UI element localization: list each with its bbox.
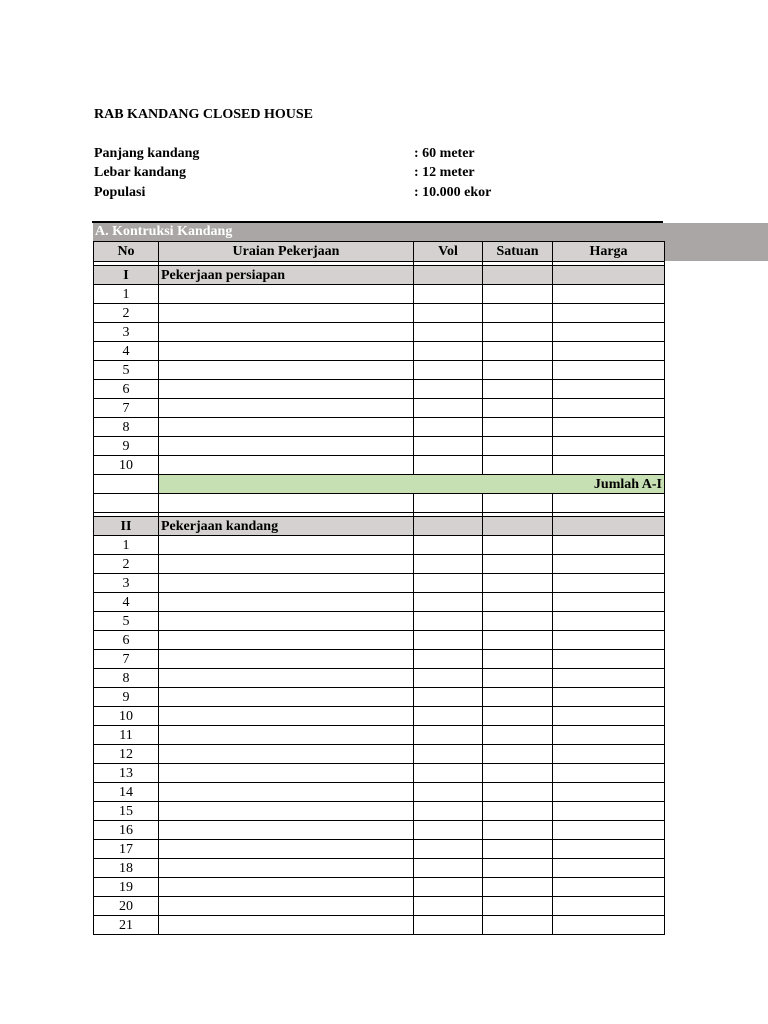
table-row [94,878,665,897]
column-header-satuan: Satuan [483,242,553,262]
vol-cell [414,650,483,669]
satuan-cell [483,783,553,802]
table-row [94,380,665,399]
document-title: RAB KANDANG CLOSED HOUSE [94,107,313,122]
table-row [94,631,665,650]
info-value: : 60 meter [414,146,475,161]
satuan-cell [483,821,553,840]
uraian-cell [159,878,414,897]
item-number: 2 [94,304,159,323]
uraian-cell [159,840,414,859]
table-row [94,285,665,304]
harga-cell [553,669,665,688]
harga-cell [553,517,665,536]
satuan-cell [483,764,553,783]
harga-cell [553,726,665,745]
item-number: 1 [94,536,159,555]
table-row [94,323,665,342]
item-number: 3 [94,574,159,593]
uraian-cell [159,574,414,593]
item-number: 7 [94,650,159,669]
table-row [94,669,665,688]
blank-row [94,494,665,513]
blank-cell [483,494,553,513]
satuan-cell [483,840,553,859]
item-number: 19 [94,878,159,897]
satuan-cell [483,555,553,574]
table-row [94,821,665,840]
item-number: 8 [94,418,159,437]
uraian-cell [159,555,414,574]
vol-cell [414,783,483,802]
satuan-cell [483,285,553,304]
vol-cell [414,342,483,361]
vol-cell [414,536,483,555]
satuan-cell [483,266,553,285]
item-number: 21 [94,916,159,935]
satuan-cell [483,745,553,764]
item-number: 18 [94,859,159,878]
table-row [94,555,665,574]
harga-cell [553,574,665,593]
harga-cell [553,437,665,456]
uraian-cell [159,612,414,631]
table-row [94,574,665,593]
subtotal-row [94,475,665,494]
uraian-cell [159,323,414,342]
table-row [94,859,665,878]
uraian-cell [159,593,414,612]
vol-cell [414,840,483,859]
uraian-cell [159,707,414,726]
blank-cell [94,494,159,513]
harga-cell [553,764,665,783]
info-value: : 10.000 ekor [414,185,492,200]
item-number: 6 [94,380,159,399]
table-row [94,437,665,456]
table-row [94,342,665,361]
satuan-cell [483,688,553,707]
harga-cell [553,304,665,323]
item-number: 7 [94,399,159,418]
vol-cell [414,897,483,916]
vol-cell [414,555,483,574]
harga-cell [553,380,665,399]
item-number: 1 [94,285,159,304]
satuan-cell [483,304,553,323]
harga-cell [553,631,665,650]
harga-cell [553,840,665,859]
item-number: 10 [94,707,159,726]
item-number: 20 [94,897,159,916]
harga-cell [553,456,665,475]
uraian-cell [159,916,414,935]
table-row [94,783,665,802]
vol-cell [414,304,483,323]
uraian-cell [159,437,414,456]
vol-cell [414,399,483,418]
uraian-cell [159,650,414,669]
info-label: Panjang kandang [94,146,200,161]
satuan-cell [483,380,553,399]
harga-cell [553,897,665,916]
item-number: 3 [94,323,159,342]
item-number: 15 [94,802,159,821]
harga-cell [553,916,665,935]
vol-cell [414,916,483,935]
uraian-cell [159,456,414,475]
table-row [94,688,665,707]
info-label: Lebar kandang [94,165,186,180]
satuan-cell [483,456,553,475]
group-label: Pekerjaan persiapan [159,266,414,285]
vol-cell [414,361,483,380]
uraian-cell [159,783,414,802]
item-number: 14 [94,783,159,802]
info-row-lebar [94,165,475,181]
satuan-cell [483,593,553,612]
uraian-cell [159,859,414,878]
vol-cell [414,437,483,456]
satuan-cell [483,323,553,342]
harga-cell [553,802,665,821]
item-number: 13 [94,764,159,783]
satuan-cell [483,631,553,650]
subtotal-label: Jumlah A-I [159,475,665,494]
harga-cell [553,536,665,555]
uraian-cell [159,631,414,650]
table-row [94,536,665,555]
satuan-cell [483,342,553,361]
item-number: 5 [94,612,159,631]
vol-cell [414,726,483,745]
info-row-panjang [94,146,475,162]
satuan-cell [483,650,553,669]
vol-cell [414,878,483,897]
uraian-cell [159,304,414,323]
vol-cell [414,574,483,593]
blank-cell [159,494,414,513]
harga-cell [553,555,665,574]
uraian-cell [159,399,414,418]
table-row [94,361,665,380]
table-row [94,707,665,726]
vol-cell [414,266,483,285]
vol-cell [414,688,483,707]
info-label: Populasi [94,185,146,200]
item-number: 11 [94,726,159,745]
blank-cell [553,494,665,513]
table-row [94,650,665,669]
harga-cell [553,707,665,726]
satuan-cell [483,669,553,688]
uraian-cell [159,380,414,399]
table-row [94,399,665,418]
uraian-cell [159,688,414,707]
item-number: 6 [94,631,159,650]
harga-cell [553,612,665,631]
uraian-cell [159,418,414,437]
harga-cell [553,688,665,707]
satuan-cell [483,726,553,745]
item-number: 4 [94,593,159,612]
vol-cell [414,612,483,631]
uraian-cell [159,285,414,304]
column-header-uraian: Uraian Pekerjaan [159,242,414,262]
group-number: II [94,517,159,536]
harga-cell [553,821,665,840]
harga-cell [553,342,665,361]
satuan-cell [483,517,553,536]
vol-cell [414,517,483,536]
group-row [94,266,665,285]
table-row [94,745,665,764]
table-row [94,418,665,437]
satuan-cell [483,897,553,916]
uraian-cell [159,897,414,916]
uraian-cell [159,802,414,821]
harga-cell [553,266,665,285]
table-row [94,456,665,475]
harga-cell [553,418,665,437]
satuan-cell [483,878,553,897]
satuan-cell [483,399,553,418]
uraian-cell [159,536,414,555]
group-label: Pekerjaan kandang [159,517,414,536]
item-number: 4 [94,342,159,361]
vol-cell [414,764,483,783]
satuan-cell [483,418,553,437]
vol-cell [414,456,483,475]
harga-cell [553,878,665,897]
blank-cell [414,494,483,513]
satuan-cell [483,612,553,631]
satuan-cell [483,437,553,456]
item-number: 10 [94,456,159,475]
vol-cell [414,323,483,342]
vol-cell [414,802,483,821]
section-title: A. Kontruksi Kandang [95,224,233,239]
table-row [94,802,665,821]
satuan-cell [483,859,553,878]
satuan-cell [483,916,553,935]
uraian-cell [159,669,414,688]
item-number: 9 [94,688,159,707]
uraian-cell [159,342,414,361]
subtotal-no-cell [94,475,159,494]
harga-cell [553,783,665,802]
item-number: 8 [94,669,159,688]
harga-cell [553,593,665,612]
satuan-cell [483,361,553,380]
column-header-vol: Vol [414,242,483,262]
table-row [94,916,665,935]
vol-cell [414,707,483,726]
vol-cell [414,669,483,688]
uraian-cell [159,821,414,840]
item-number: 2 [94,555,159,574]
vol-cell [414,285,483,304]
info-row-populasi [94,185,492,201]
harga-cell [553,859,665,878]
vol-cell [414,593,483,612]
table-row [94,840,665,859]
table-row [94,764,665,783]
column-header-harga: Harga [553,242,665,262]
vol-cell [414,418,483,437]
item-number: 12 [94,745,159,764]
harga-cell [553,650,665,669]
table-row [94,304,665,323]
uraian-cell [159,764,414,783]
vol-cell [414,859,483,878]
table-header-row [94,242,665,262]
item-number: 5 [94,361,159,380]
item-number: 16 [94,821,159,840]
table-row [94,897,665,916]
group-row [94,517,665,536]
table-row [94,726,665,745]
harga-cell [553,323,665,342]
uraian-cell [159,745,414,764]
vol-cell [414,631,483,650]
vol-cell [414,380,483,399]
satuan-cell [483,574,553,593]
table-row [94,593,665,612]
harga-cell [553,361,665,380]
harga-cell [553,399,665,418]
table-row [94,612,665,631]
uraian-cell [159,726,414,745]
satuan-cell [483,707,553,726]
column-header-no: No [94,242,159,262]
satuan-cell [483,802,553,821]
group-number: I [94,266,159,285]
satuan-cell [483,536,553,555]
vol-cell [414,745,483,764]
rab-table [93,241,665,935]
harga-cell [553,745,665,764]
vol-cell [414,821,483,840]
item-number: 9 [94,437,159,456]
uraian-cell [159,361,414,380]
item-number: 17 [94,840,159,859]
harga-cell [553,285,665,304]
info-value: : 12 meter [414,165,475,180]
